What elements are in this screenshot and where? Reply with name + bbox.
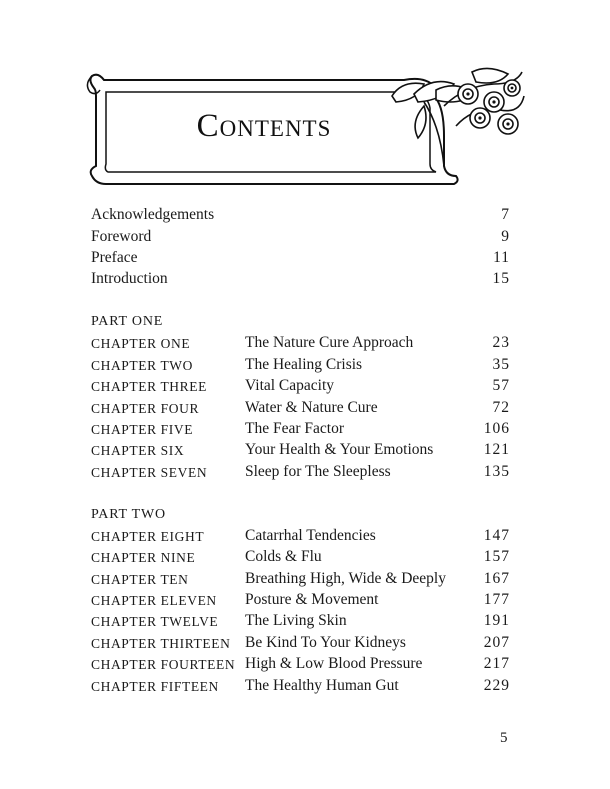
- chapter-page: 191: [483, 612, 510, 629]
- chapter-title: The Healthy Human Gut: [245, 677, 399, 694]
- chapter-title: Catarrhal Tendencies: [245, 527, 376, 544]
- entry-page: 15: [492, 270, 510, 287]
- chapter-page: 57: [492, 377, 510, 394]
- chapter-label: CHAPTER THREE: [91, 379, 207, 394]
- chapter-page: 35: [492, 356, 510, 373]
- entry-label: Foreword: [91, 228, 152, 245]
- toc-entry-chapter[interactable]: [91, 420, 510, 442]
- toc-entry-foreword[interactable]: [91, 228, 510, 250]
- toc-entry-chapter[interactable]: [91, 463, 510, 485]
- chapter-page: 207: [483, 634, 510, 651]
- contents-banner: [84, 66, 530, 188]
- entry-label: Acknowledgements: [91, 206, 215, 223]
- chapter-label: CHAPTER SEVEN: [91, 465, 208, 480]
- chapter-page: 217: [483, 655, 510, 672]
- toc-entry-acknowledgements[interactable]: [91, 206, 510, 228]
- chapter-label: CHAPTER TWELVE: [91, 614, 219, 629]
- toc-entry-chapter[interactable]: [91, 570, 510, 592]
- chapter-label: CHAPTER FOURTEEN: [91, 657, 236, 672]
- chapter-page: 135: [483, 463, 510, 480]
- chapter-title: High & Low Blood Pressure: [245, 655, 423, 672]
- chapter-title: The Living Skin: [245, 612, 347, 629]
- toc-entry-chapter[interactable]: [91, 612, 510, 634]
- chapter-title: Vital Capacity: [245, 377, 335, 394]
- toc-entry-chapter[interactable]: [91, 591, 510, 613]
- toc-entry-chapter[interactable]: [91, 441, 510, 463]
- chapter-label: CHAPTER SIX: [91, 443, 185, 458]
- part-two-heading: PART TWO: [91, 507, 166, 522]
- chapter-page: 106: [483, 420, 510, 437]
- chapter-label: CHAPTER TEN: [91, 572, 189, 587]
- chapter-title: Posture & Movement: [245, 591, 379, 608]
- chapter-title: The Nature Cure Approach: [245, 334, 414, 351]
- chapter-page: 121: [483, 441, 510, 458]
- chapter-page: 23: [492, 334, 510, 351]
- chapter-title: The Healing Crisis: [245, 356, 363, 373]
- part-one-heading: PART ONE: [91, 314, 164, 329]
- entry-page: 9: [501, 228, 510, 245]
- toc-entry-chapter[interactable]: [91, 377, 510, 399]
- entry-page: 7: [501, 206, 510, 223]
- chapter-title: Water & Nature Cure: [245, 399, 378, 416]
- chapter-label: CHAPTER EIGHT: [91, 529, 205, 544]
- toc-entry-chapter[interactable]: [91, 634, 510, 656]
- chapter-label: CHAPTER ONE: [91, 336, 191, 351]
- entry-label: Introduction: [91, 270, 168, 287]
- chapter-page: 177: [483, 591, 510, 608]
- chapter-title: Sleep for The Sleepless: [245, 463, 391, 480]
- chapter-label: CHAPTER ELEVEN: [91, 593, 217, 608]
- chapter-page: 167: [483, 570, 510, 587]
- chapter-title: Your Health & Your Emotions: [245, 441, 434, 458]
- chapter-label: CHAPTER FIVE: [91, 422, 194, 437]
- chapter-page: 229: [483, 677, 510, 694]
- toc-entry-preface[interactable]: [91, 249, 510, 271]
- chapter-page: 157: [483, 548, 510, 565]
- chapter-label: CHAPTER FIFTEEN: [91, 679, 219, 694]
- entry-page: 11: [493, 249, 510, 266]
- toc-entry-chapter[interactable]: [91, 527, 510, 549]
- toc-entry-chapter[interactable]: [91, 655, 510, 677]
- chapter-page: 72: [492, 399, 510, 416]
- toc-entry-chapter[interactable]: [91, 548, 510, 570]
- chapter-label: CHAPTER NINE: [91, 550, 196, 565]
- page-title: Contents: [196, 108, 332, 144]
- chapter-label: CHAPTER FOUR: [91, 401, 200, 416]
- page-number: 5: [500, 730, 508, 746]
- chapter-title: The Fear Factor: [245, 420, 344, 437]
- chapter-page: 147: [483, 527, 510, 544]
- toc-entry-chapter[interactable]: [91, 356, 510, 378]
- chapter-title: Be Kind To Your Kidneys: [245, 634, 406, 651]
- toc-entry-chapter[interactable]: [91, 334, 510, 356]
- entry-label: Preface: [91, 249, 138, 266]
- chapter-title: Colds & Flu: [245, 548, 322, 565]
- toc-entry-chapter[interactable]: [91, 399, 510, 421]
- chapter-label: CHAPTER THIRTEEN: [91, 636, 231, 651]
- chapter-label: CHAPTER TWO: [91, 358, 193, 373]
- toc-entry-introduction[interactable]: [91, 270, 510, 292]
- chapter-title: Breathing High, Wide & Deeply: [245, 570, 446, 587]
- toc-entry-chapter[interactable]: [91, 677, 510, 699]
